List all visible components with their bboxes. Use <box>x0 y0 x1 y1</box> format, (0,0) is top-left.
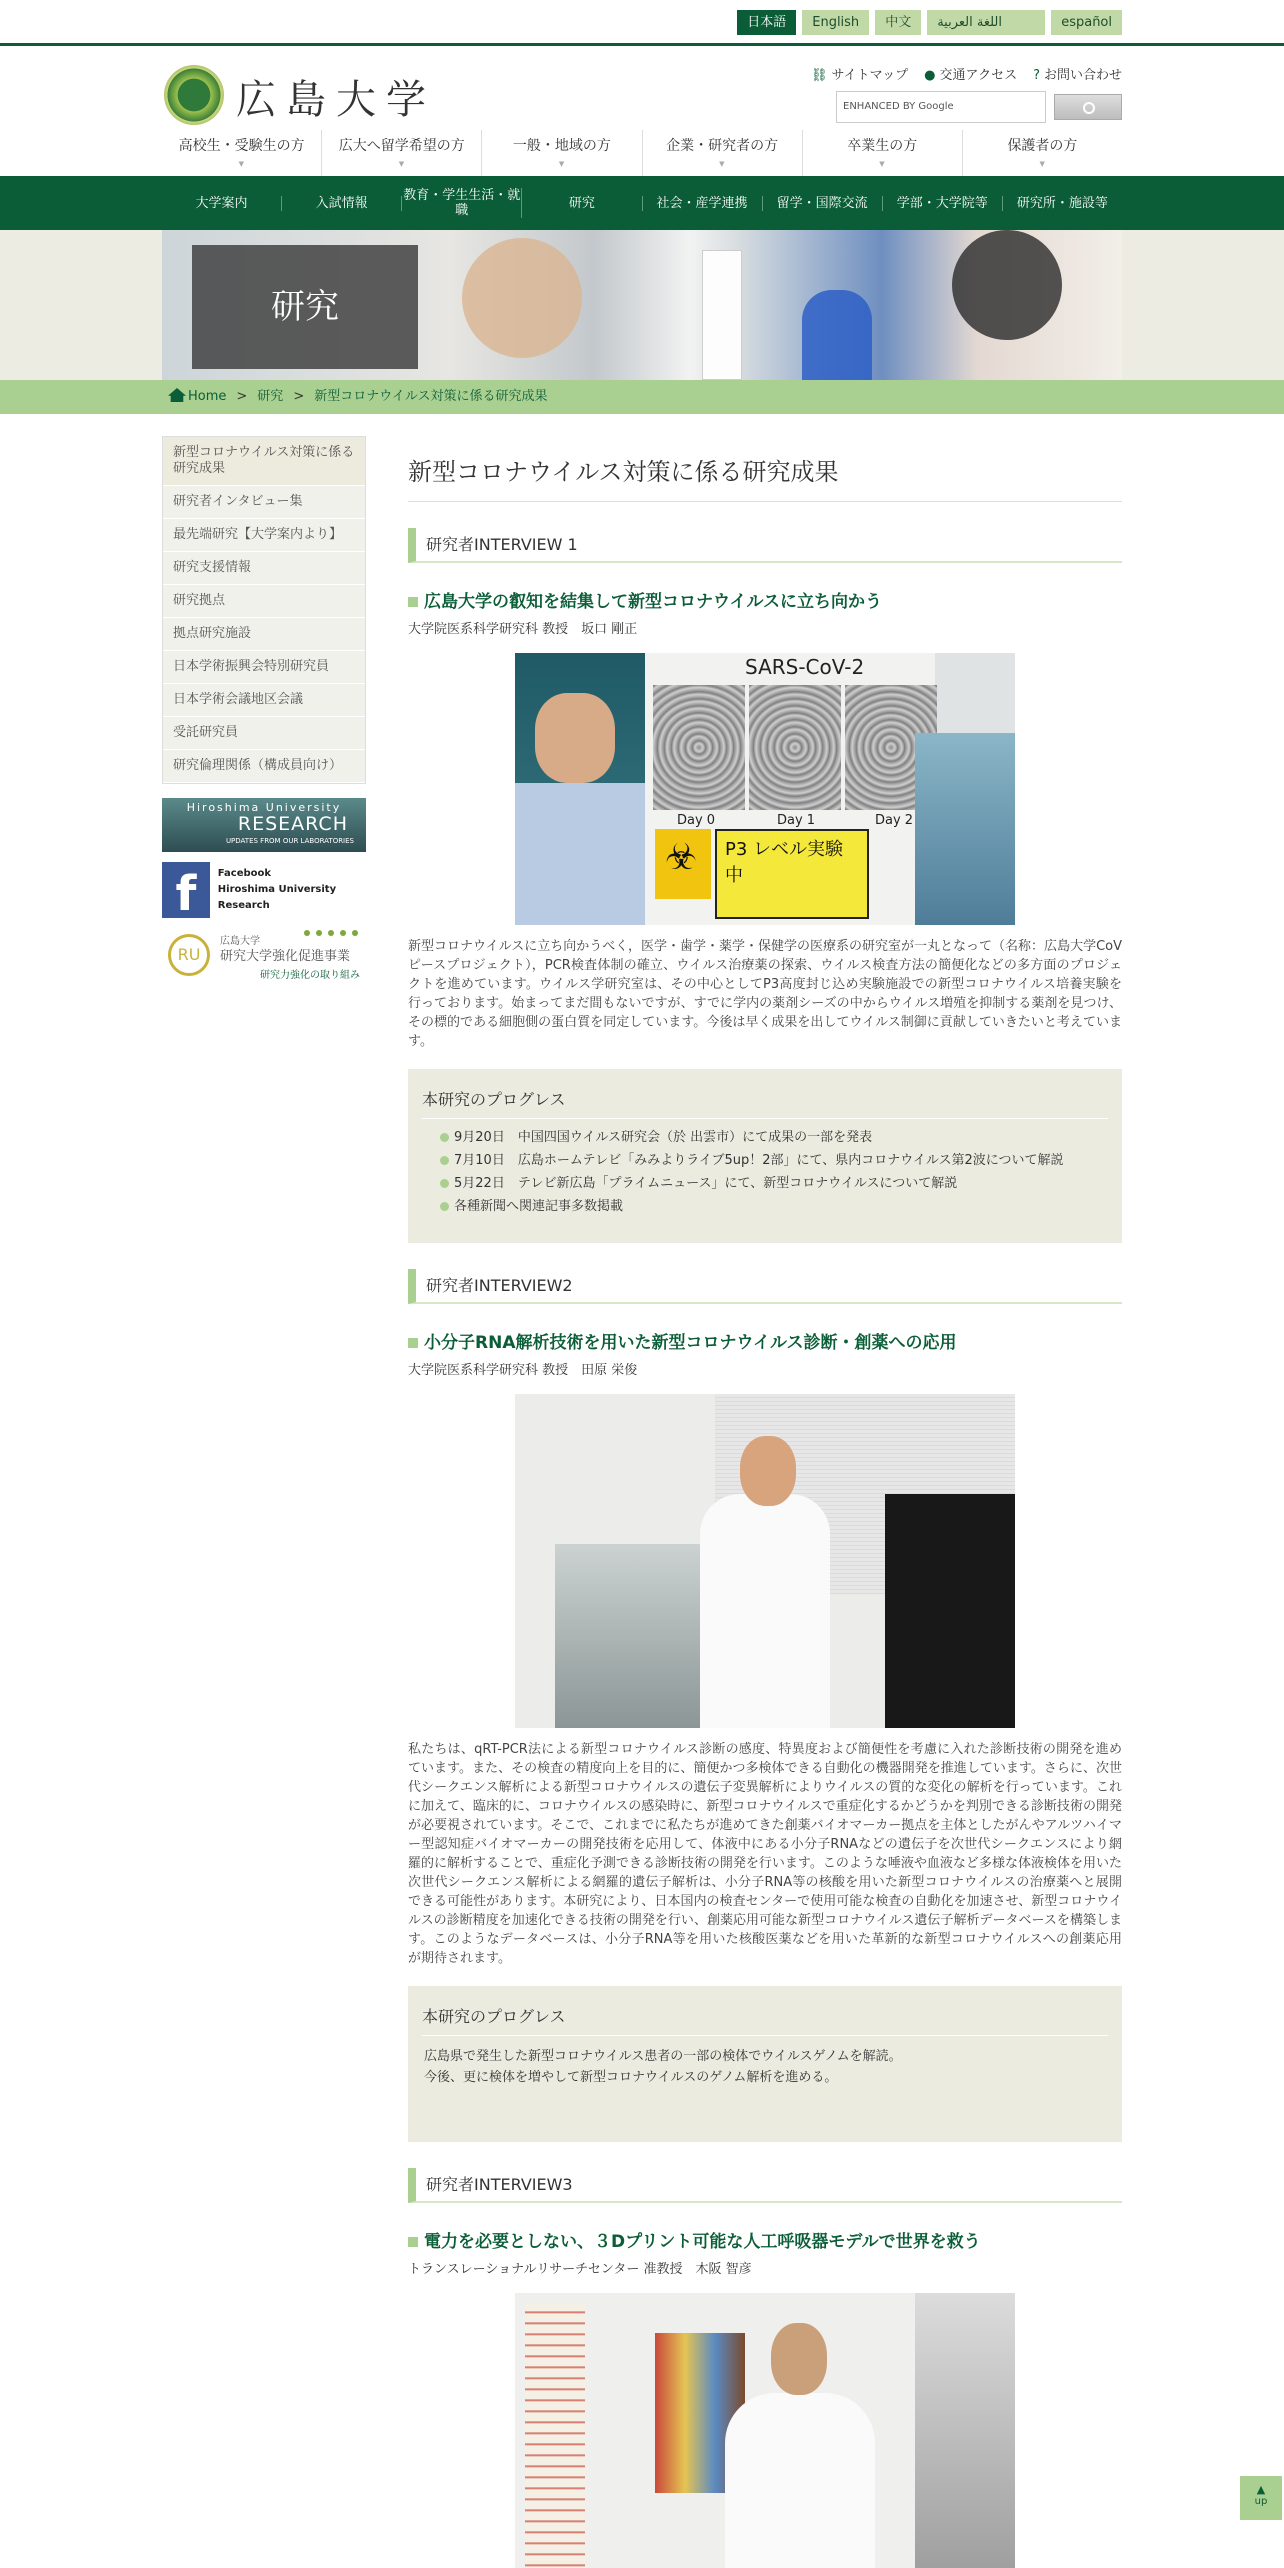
interview-1-body: 新型コロナウイルスに立ち向かうべく，医学・歯学・薬学・保健学の医療系の研究室が一丸となって（名称：広島大学CoVピースプロジェクト），PCR検査体制の確立、ウイルス治療薬の探索、ウイルス検査方法の簡便化などの多方面のプロジェクトを進めています。ウイルス学研究室は、その中心としてP3高度封じ込め実験施設での新型コロナウイルス培養実験を行っております。始まってまだ間もないですが、すでに学内の薬剤シーズの中からウイルス増殖を抑制する薬剤を見つけ、その標的である細胞側の蛋白質を同定しています。今後は早く成果を出してウイルス制御に貢献していきたいと考えています。 <box>408 939 1122 1049</box>
research-banner[interactable] <box>162 798 366 852</box>
ru-line2: 研究大学強化促進事業 <box>220 949 351 964</box>
interview-1-photo <box>515 653 1015 925</box>
lang-arabic[interactable]: اللغة العربية <box>927 10 1045 35</box>
lang-chinese[interactable]: 中文 <box>875 10 921 35</box>
sidebar-item-ethics[interactable]: 研究倫理関係（構成員向け） <box>163 750 365 783</box>
interview-2-progress-title: 本研究のプログレス <box>422 2004 1108 2036</box>
main-nav <box>0 176 1284 230</box>
aud-item-alumni[interactable]: 卒業生の方 ▼ <box>803 130 963 176</box>
sidebar <box>162 436 366 984</box>
photo-person-body <box>515 783 645 925</box>
question-icon: ? <box>1033 68 1040 83</box>
research-banner-line3: UPDATES FROM OUR LABORATORIES <box>225 837 354 845</box>
facebook-banner[interactable] <box>162 862 366 922</box>
interview-1-progress-title: 本研究のプログレス <box>422 1087 1108 1119</box>
sidebar-item-trust[interactable]: 受託研究員 <box>163 717 365 750</box>
research-banner-line2: RESEARCH <box>237 813 348 835</box>
photo-monitor <box>885 1494 1015 1728</box>
main-area <box>162 414 1122 2564</box>
list-item: 5月22日 テレビ新広島「プライムニュース」にて、新型コロナウイルスについて解説 <box>422 1175 1108 1192</box>
interview-1-heading: 研究者INTERVIEW 1 <box>408 528 1122 563</box>
utility-links <box>811 64 1122 83</box>
nav-institutes[interactable]: 研究所・施設等 <box>1016 195 1108 211</box>
nav-international[interactable]: 留学・国際交流 <box>763 196 883 211</box>
sidebar-item-cutting-edge[interactable]: 最先端研究【大学案内より】 <box>163 519 365 552</box>
lang-english[interactable]: English <box>802 10 869 35</box>
interview-3-heading: 研究者INTERVIEW3 <box>408 2168 1122 2203</box>
facebook-icon: f <box>162 862 210 918</box>
facebook-account: Hiroshima University Research <box>217 884 337 911</box>
photo-p3-sign: P3 レベル実験中 <box>715 829 869 919</box>
interview-3-title: 電力を必要としない、３Dプリント可能な人工呼吸器モデルで世界を救う <box>408 2227 1122 2252</box>
facebook-label: Facebook <box>217 868 272 879</box>
ru-logo-icon: RU <box>168 934 210 976</box>
sitemap-label: サイトマップ <box>831 68 909 83</box>
hero-shape-2 <box>702 250 742 380</box>
hero-banner <box>0 230 1284 380</box>
main-content <box>408 414 1122 2568</box>
interview-2-progress-line2: 今後、更に検体を増やして新型コロナウイルスのゲノム解析を進める。 <box>424 2070 838 2085</box>
facebook-banner-text <box>218 866 366 914</box>
lang-japanese[interactable]: 日本語 <box>737 10 796 35</box>
interview-2-progress <box>408 1986 1122 2142</box>
interview-3-author: トランスレーショナルリサーチセンター 准教授 木阪 智彦 <box>408 2262 752 2277</box>
page-title: 新型コロナウイルス対策に係る研究成果 <box>408 452 1122 502</box>
nav-society[interactable]: 社会・産学連携 <box>643 196 763 211</box>
hero-shape-3 <box>802 290 872 380</box>
ru-line3: 研究力強化の取り組み <box>260 970 360 981</box>
sitemap-icon: ⛓ <box>811 68 828 83</box>
ru-line1: 広島大学 <box>220 936 260 947</box>
aud-item-public[interactable]: 一般・地域の方 ▼ <box>482 130 642 176</box>
language-switcher <box>737 10 1122 35</box>
photo-day2-label: Day 2 <box>875 813 914 828</box>
nav-research[interactable]: 研究 <box>522 196 642 211</box>
sidebar-item-jsps[interactable]: 日本学術振興会特別研究員 <box>163 651 365 684</box>
list-item: 7月10日 広島ホームテレビ「みみよりライブ5up！2部」にて、県内コロナウイルス第2波について解説 <box>422 1152 1108 1169</box>
search-button[interactable] <box>1054 94 1122 120</box>
nav-faculties[interactable]: 学部・大学院等 <box>883 196 1003 211</box>
aud-item-international[interactable]: 広大へ留学希望の方 ▼ <box>322 130 482 176</box>
ru-banner[interactable] <box>162 928 366 984</box>
search-input[interactable]: ENHANCED BY Google <box>836 91 1046 123</box>
photo-person-head <box>535 693 615 783</box>
research-banner-line1: Hiroshima University <box>186 801 342 814</box>
language-bar <box>0 0 1284 46</box>
lang-spanish[interactable]: español <box>1051 10 1122 35</box>
sidebar-item-scj[interactable]: 日本学術会議地区会議 <box>163 684 365 717</box>
interview-2-title: 小分子RNA解析技術を用いた新型コロナウイルス診断・創薬への応用 <box>408 1328 1122 1353</box>
sidebar-item-covid[interactable]: 新型コロナウイルス対策に係る研究成果 <box>163 437 365 486</box>
nav-education[interactable]: 教育・学生生活・就職 <box>402 188 522 218</box>
breadcrumb-research[interactable]: 研究 <box>257 389 284 404</box>
nav-about[interactable]: 大学案内 <box>162 196 282 211</box>
breadcrumb-separator: > <box>293 389 305 404</box>
biohazard-icon <box>655 829 711 899</box>
sidebar-item-support[interactable]: 研究支援情報 <box>163 552 365 585</box>
map-pin-icon: ● <box>924 68 936 83</box>
hero-shape-4 <box>952 230 1062 340</box>
photo-person-coat <box>700 1494 830 1728</box>
interview-2-heading: 研究者INTERVIEW2 <box>408 1269 1122 1304</box>
contact-link[interactable] <box>1033 64 1122 83</box>
interview-1-progress-list <box>422 1129 1108 1215</box>
sitemap-link[interactable] <box>811 64 908 83</box>
breadcrumb-home[interactable]: Home <box>188 389 227 404</box>
access-link[interactable] <box>924 64 1017 83</box>
sidebar-item-interviews[interactable]: 研究者インタビュー集 <box>163 486 365 519</box>
interview-2-body: 私たちは、qRT-PCR法による新型コロナウイルス診断の感度、特異度および簡便性を考慮に入れた診断技術の開発を進めています。また、その検査の精度向上を目的に、簡便かつ多検体できる自動化の機器開発を推進しています。さらに、次世代シークエンス解析による新型コロナウイルスの遺伝子変異解析によりウイルスの質的な変化の解析を行っています。これに加えて、臨床的に、コロナウイルスの感染時に、新型コロナウイルスで重症化するかどうかを判別できる診断技術の開発が必要視されています。そこで、これまでに私たちが進めてきた創薬バイオマーカー拠点を主体としたがんやアルツハイマー型認知症バイオマーカーの開発技術を応用して、体液中にある小分子RNAなどの遺伝子を次世代シークエンスにより網羅的に解析することで、重症化予測できる診断技術の開発を行います。このような唾液や血液など多様な体液検体を用いた次世代シークエンス解析による網羅的遺伝子解析は、小分子RNA等の核酸を用いた新型コロナウイルスの治療薬へと展開できる可能性があります。本研究により、日本国内の検査センターで使用可能な検査の自動化を加速させ、新型コロナウイルスの診断精度を加速化できる技術の開発を行い、創薬応用可能な新型コロナウイルス遺伝子解析データベースを構築します。このようなデータベースは、小分子RNA等を用いた核酸医薬などを用いた革新的な新型コロナウイルスへの創薬応用が期待されます。 <box>408 1742 1122 1966</box>
aud-item-students[interactable]: 高校生・受験生の方 ▼ <box>162 130 322 176</box>
interview-1-progress <box>408 1069 1122 1243</box>
photo-person-head <box>740 1436 796 1506</box>
breadcrumb-separator: > <box>236 389 248 404</box>
interview-2-author: 大学院医系科学研究科 教授 田原 栄俊 <box>408 1363 638 1378</box>
site-header <box>162 46 1122 130</box>
university-logo-icon[interactable] <box>164 65 224 125</box>
scroll-up-button[interactable]: ▲ up <box>1240 2476 1282 2520</box>
photo-day0-label: Day 0 <box>677 813 716 828</box>
nav-admissions[interactable]: 入試情報 <box>282 196 402 211</box>
interview-1-author: 大学院医系科学研究科 教授 坂口 剛正 <box>408 622 638 637</box>
photo-cells-day1 <box>749 685 841 810</box>
interview-1-title: 広島大学の叡知を結集して新型コロナウイルスに立ち向かう <box>408 587 1122 612</box>
photo-cells-day0 <box>653 685 745 810</box>
photo-skeleton-model <box>525 2303 585 2568</box>
photo-person-head <box>771 2323 827 2395</box>
breadcrumb-current: 新型コロナウイルス対策に係る研究成果 <box>314 389 548 404</box>
photo-person-coat <box>725 2393 875 2568</box>
photo-day1-label: Day 1 <box>777 813 816 828</box>
sidebar-item-bases[interactable]: 研究拠点 <box>163 585 365 618</box>
hero-title: 研究 <box>192 245 418 369</box>
sidebar-menu <box>162 436 366 784</box>
breadcrumb <box>0 380 1284 414</box>
photo-equipment <box>915 2293 1015 2568</box>
aud-item-parents[interactable]: 保護者の方 ▼ <box>963 130 1122 176</box>
home-icon <box>168 388 186 402</box>
audience-nav <box>162 130 1122 176</box>
sidebar-item-facilities[interactable]: 拠点研究施設 <box>163 618 365 651</box>
hero-image <box>162 230 1122 380</box>
photo-virus-title: SARS-CoV-2 <box>745 655 865 679</box>
site-search <box>836 91 1122 123</box>
interview-2-photo <box>515 1394 1015 1728</box>
access-label: 交通アクセス <box>939 68 1018 83</box>
hero-shape-1 <box>462 238 582 358</box>
interview-2-progress-line1: 広島県で発生した新型コロナウイルス患者の一部の検体でウイルスゲノムを解読。 <box>424 2049 902 2064</box>
ru-dots <box>304 930 358 936</box>
interview-3-photo <box>515 2293 1015 2568</box>
list-item: 各種新聞へ関連記事多数掲載 <box>422 1198 1108 1215</box>
contact-label: お問い合わせ <box>1043 68 1122 83</box>
university-logo-text[interactable]: 広島大学 <box>236 77 436 123</box>
aud-item-companies[interactable]: 企業・研究者の方 ▼ <box>643 130 803 176</box>
photo-lab-worker <box>915 733 1015 925</box>
list-item: 9月20日 中国四国ウイルス研究会（於 出雲市）にて成果の一部を発表 <box>422 1129 1108 1146</box>
